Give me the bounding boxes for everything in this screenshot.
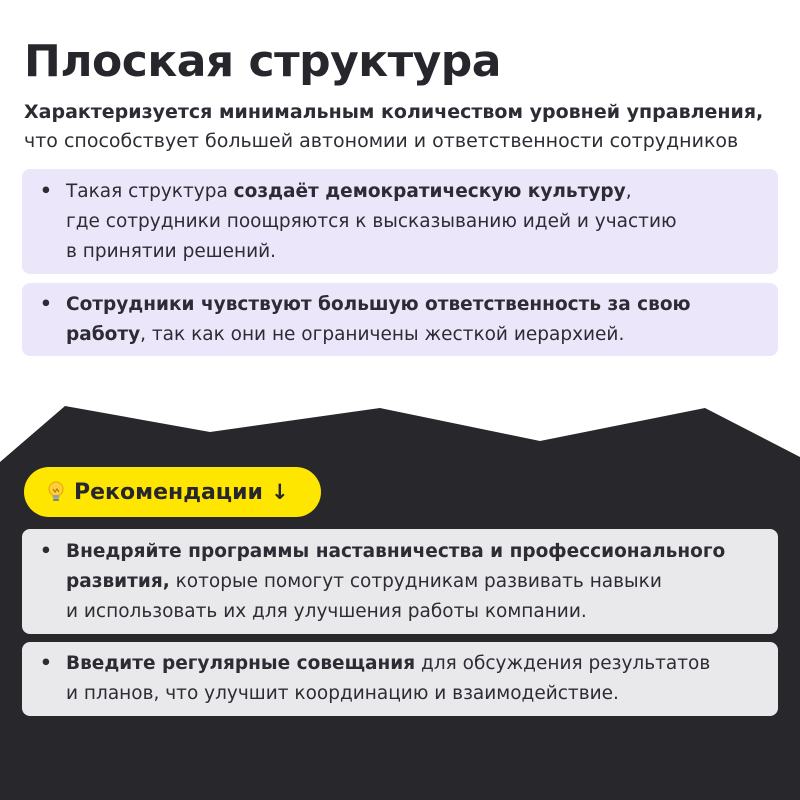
- card-line: Такая структура создаёт демократическую культуру,: [66, 181, 632, 202]
- card-line: Введите регулярные совещания для обсуждения результатов: [66, 653, 711, 674]
- page-subtitle: [24, 98, 784, 156]
- card-line: работу, так как они не ограничены жесткой иерархией.: [66, 324, 625, 345]
- arrow-down-icon: ↓: [270, 480, 289, 504]
- lightbulb-icon: [46, 480, 66, 504]
- card-line: Внедряйте программы наставничества и профессионального: [66, 541, 726, 562]
- recommendation-card: [22, 642, 778, 716]
- card-line: и планов, что улучшит координацию и взаимодействие.: [66, 683, 619, 704]
- bullet-icon: •: [40, 653, 52, 674]
- bullet-icon: •: [40, 294, 52, 315]
- card-line: где сотрудники поощряются к высказыванию идей и участию: [66, 211, 677, 232]
- subtitle-bold: Характеризуется минимальным количеством уровней управления,: [24, 101, 764, 123]
- card-line: и использовать их для улучшения работы компании.: [66, 601, 587, 622]
- recommendation-card: [22, 529, 778, 634]
- feature-card: [22, 283, 778, 356]
- subtitle-rest: что способствует большей автономии и ответственности сотрудников: [24, 130, 739, 152]
- card-line: в принятии решений.: [66, 241, 277, 262]
- page-title: Плоская структура: [24, 36, 501, 87]
- recommendations-label: Рекомендации: [74, 479, 263, 505]
- bullet-icon: •: [40, 541, 52, 562]
- card-line: развития, которые помогут сотрудникам развивать навыки: [66, 571, 662, 592]
- recommendations-badge: [24, 467, 321, 517]
- bullet-icon: •: [40, 181, 52, 202]
- card-line: Сотрудники чувствуют большую ответственность за свою: [66, 294, 691, 315]
- feature-card: [22, 169, 778, 274]
